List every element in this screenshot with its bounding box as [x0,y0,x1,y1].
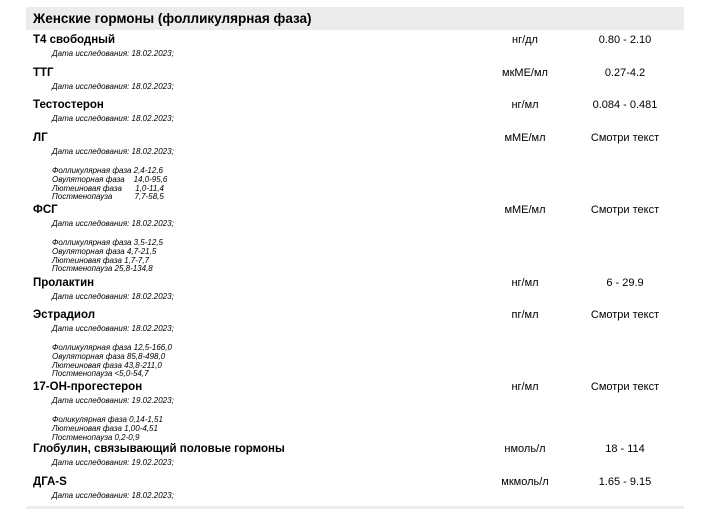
note-line: Овуляторная фаза 85,8-498,0 [52,351,166,361]
section-header [26,7,684,30]
test-notes [52,344,172,379]
test-date: Дата исследования: 18.02.2023; [52,147,174,156]
test-unit: нг/мл [511,277,539,289]
note-line: Фолликулярная фаза 12,5-166,0 [52,343,172,352]
test-notes [52,167,167,202]
test-unit: нг/дл [512,34,538,46]
note-line: Овуляторная фаза 14,0-95,6 [52,174,168,184]
test-reference-range: Смотри текст [590,309,660,321]
test-unit: нмоль/л [504,443,546,455]
test-reference-range: 18 - 114 [605,443,645,455]
test-reference-range: Смотри текст [590,204,660,216]
test-name: Эстрадиол [33,309,96,321]
note-line: Постменопауза 0,2-0,9 [52,432,140,442]
test-unit: мкМЕ/мл [502,67,548,79]
test-name: ТТГ [33,67,54,79]
note-line: Овуляторная фаза 4,7-21,5 [52,246,157,256]
test-reference-range: Смотри текст [590,132,660,144]
test-date: Дата исследования: 18.02.2023; [52,491,174,500]
test-date: Дата исследования: 18.02.2023; [52,114,174,123]
test-date: Дата исследования: 18.02.2023; [52,292,174,301]
test-unit: пг/мл [511,309,539,321]
note-line: Постменопауза 7,7-58,5 [52,192,164,202]
note-line: Лютеиновая фаза 1,00-4,51 [52,423,158,433]
note-line: Фолликулярная фаза 2,4-12,6 [52,166,163,175]
note-line: Постменопауза <5,0-54,7 [52,369,149,379]
test-name: Т4 свободный [33,34,116,46]
test-unit: мМЕ/мл [504,132,546,144]
note-line: Лютеиновая фаза 43,8-211,0 [52,360,162,370]
note-line: Лютеиновая фаза 1,0-11,4 [52,183,164,193]
test-unit: нг/мл [511,99,539,111]
test-reference-range: 1.65 - 9.15 [598,476,652,488]
test-reference-range: 0.80 - 2.10 [598,34,652,46]
test-unit: мкмоль/л [501,476,549,488]
note-line: Постменопауза 25,8-134,8 [52,264,153,274]
test-name: ДГА-S [33,476,67,488]
test-date: Дата исследования: 19.02.2023; [52,396,174,405]
test-name: 17-ОН-прогестерон [33,381,143,393]
test-date: Дата исследования: 18.02.2023; [52,219,174,228]
test-name: Глобулин, связывающий половые гормоны [33,443,285,455]
test-date: Дата исследования: 18.02.2023; [52,324,174,333]
test-reference-range: 6 - 29.9 [606,277,644,289]
test-reference-range: 0.27-4.2 [604,67,646,79]
test-notes [52,416,163,442]
test-name: ЛГ [33,132,48,144]
test-reference-range: 0.084 - 0.481 [592,99,658,111]
section-title: Женские гормоны (фолликулярная фаза) [33,11,312,26]
note-line: Лютеиновая фаза 1,7-7,7 [52,255,150,265]
test-notes [52,239,163,274]
test-unit: мМЕ/мл [504,204,546,216]
test-unit: нг/мл [511,381,539,393]
test-reference-range: Смотри текст [590,381,660,393]
test-name: Пролактин [33,277,95,289]
test-date: Дата исследования: 18.02.2023; [52,49,174,58]
test-name: ФСГ [33,204,58,216]
note-line: Фоликулярная фаза 0,14-1,51 [52,415,163,424]
test-name: Тестостерон [33,99,104,111]
section-bottom-divider [26,506,684,509]
test-date: Дата исследования: 18.02.2023; [52,82,174,91]
note-line: Фолликулярная фаза 3,5-12,5 [52,238,163,247]
test-date: Дата исследования: 19.02.2023; [52,458,174,467]
